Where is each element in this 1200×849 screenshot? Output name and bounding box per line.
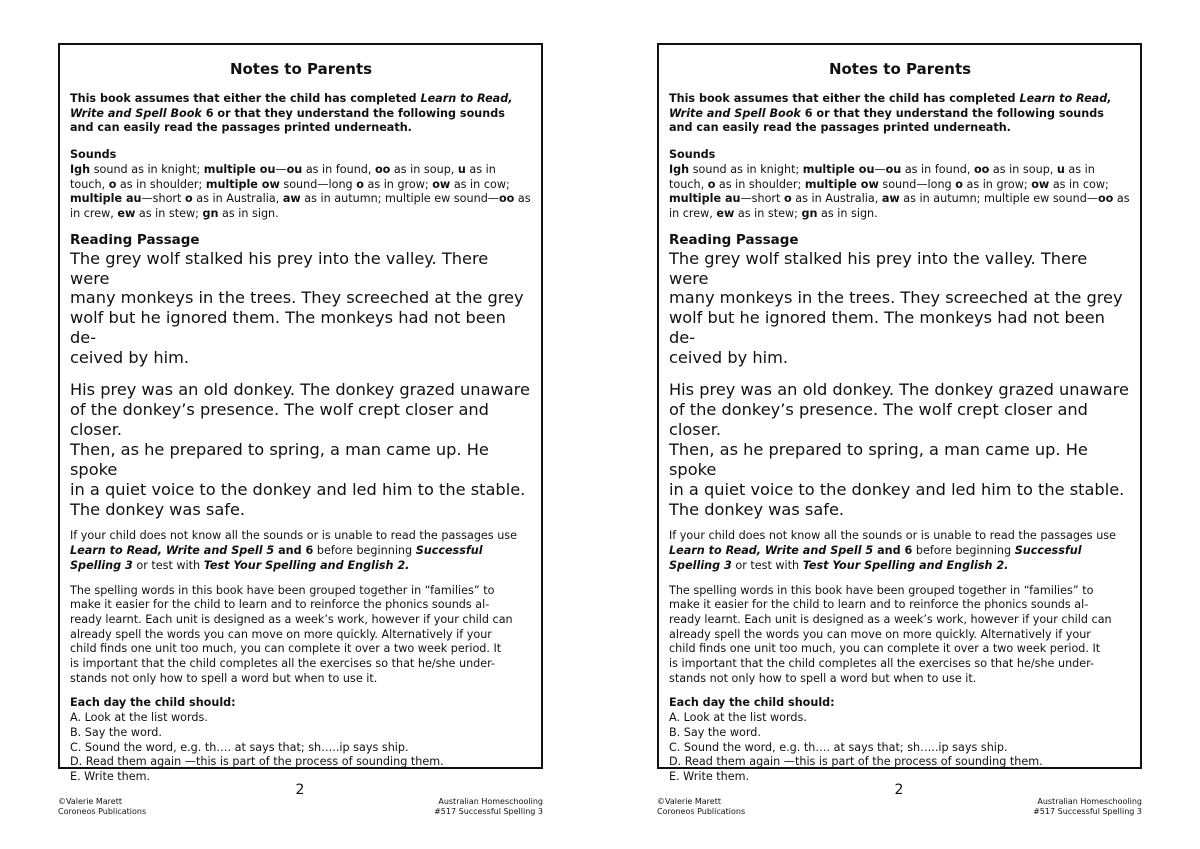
page-content <box>669 59 1131 785</box>
text-run: as in stew; <box>135 206 203 220</box>
text-run: —short <box>740 192 784 206</box>
text-line: in a quiet voice to the donkey and led him to the stable. <box>669 479 1125 499</box>
text-run: as in shoulder; <box>715 177 805 191</box>
sounds-paragraph <box>70 163 532 222</box>
text-run: o <box>955 177 963 191</box>
reading-passage-heading: Reading Passage <box>70 231 200 248</box>
text-line: make it easier for the child to learn and to reinforce the phonics sounds al- <box>669 598 1089 612</box>
sounds-heading: Sounds <box>70 148 117 162</box>
text-run: as in found, <box>302 162 375 176</box>
text-run: ow <box>432 177 451 191</box>
text-line: The spelling words in this book have been grouped together in “families” to <box>70 583 495 597</box>
text-run: Igh <box>70 162 91 176</box>
text-run: as in stew; <box>734 206 802 220</box>
text-run: multiple au <box>70 192 142 206</box>
text-run: multiple ow <box>205 177 280 191</box>
page-number: 2 <box>295 782 305 798</box>
text-run: multiple ou <box>203 162 276 176</box>
text-run: as in cow; <box>450 177 510 191</box>
text-run: and 6 <box>274 544 314 558</box>
text-line: E. Write them. <box>70 769 151 783</box>
each-day-heading: Each day the child should: <box>70 696 236 710</box>
text-line: of the donkey’s presence. The wolf crept closer and closer. <box>669 399 1088 439</box>
text-run: as in sign. <box>218 206 279 220</box>
text-run: This book assumes that either the child has completed <box>70 92 421 105</box>
sounds-heading: Sounds <box>669 148 716 162</box>
text-run: multiple au <box>669 192 741 206</box>
text-line: child finds one unit too much, you can complete it over a two week period. It <box>70 642 502 656</box>
text-line: already spell the words you can move on more quickly. Alternatively if your <box>669 627 1091 641</box>
text-run: as in shoulder; <box>116 177 206 191</box>
text-line: B. Say the word. <box>669 725 761 739</box>
text-run: sound—long <box>279 177 357 191</box>
footer-right <box>434 797 543 816</box>
text-line: Then, as he prepared to spring, a man came up. He spoke <box>669 439 1088 479</box>
text-run: Test Your Spelling and English 2. <box>802 558 1009 572</box>
text-line: ceived by him. <box>70 348 189 368</box>
text-line: D. Read them again —this is part of the process of sounding them. <box>70 755 444 769</box>
text-line: is important that the child completes all the exercises so that he/she under- <box>70 657 496 671</box>
text-line: The grey wolf stalked his prey into the valley. There were <box>669 248 1088 288</box>
each-day-list <box>669 711 1131 785</box>
footer-left <box>657 797 745 816</box>
text-run: and 6 <box>873 544 913 558</box>
page-content <box>70 59 532 785</box>
text-run: as in Australia, <box>192 192 283 206</box>
each-day-heading: Each day the child should: <box>669 696 835 710</box>
text-run: aw <box>881 192 900 206</box>
families-paragraph <box>669 584 1131 687</box>
text-run: o <box>707 177 716 191</box>
text-run: o <box>783 192 792 206</box>
text-run: o <box>356 177 364 191</box>
text-run: gn <box>801 206 818 220</box>
text-run: as in autumn; multiple ew sound— <box>300 192 499 206</box>
reading-passage-paragraph-2 <box>70 380 532 519</box>
text-line: His prey was an old donkey. The donkey grazed unaware <box>669 380 1129 400</box>
text-run: oo <box>1097 192 1114 206</box>
text-run: Learn to Read, Write and Spell 5 <box>70 544 275 558</box>
text-run: ew <box>117 206 136 220</box>
text-run: oo <box>974 162 990 176</box>
text-run: ou <box>286 162 303 176</box>
text-line: ceived by him. <box>669 348 788 368</box>
prerequisite-paragraph <box>669 529 1131 573</box>
text-run: Successful Spelling 3 <box>70 544 483 572</box>
text-line: E. Write them. <box>669 769 750 783</box>
text-run: u <box>1056 162 1065 176</box>
text-run: or test with <box>731 558 803 572</box>
text-line: A. Look at the list words. <box>70 711 208 725</box>
text-line: child finds one unit too much, you can complete it over a two week period. It <box>669 642 1101 656</box>
text-line: B. Say the word. <box>70 725 162 739</box>
text-line: Coroneos Publications <box>58 806 147 816</box>
page-number: 2 <box>894 782 904 798</box>
text-run: oo <box>375 162 391 176</box>
text-run: o <box>108 177 117 191</box>
text-run: —short <box>141 192 185 206</box>
text-run: as in touch, <box>70 162 496 191</box>
text-run: Learn to Read, Write and Spell Book <box>70 92 513 120</box>
text-line: ready learnt. Each unit is designed as a week’s work, however if your child can <box>669 612 1112 626</box>
text-line: is important that the child completes all the exercises so that he/she under- <box>669 657 1095 671</box>
reading-passage-paragraph-2 <box>669 380 1131 519</box>
text-run: before beginning <box>912 544 1015 558</box>
text-run: Test Your Spelling and English 2. <box>203 558 410 572</box>
text-run: as in crew, <box>70 192 531 220</box>
text-line: make it easier for the child to learn and to reinforce the phonics sounds al- <box>70 598 490 612</box>
text-run: Successful Spelling 3 <box>669 544 1082 572</box>
text-run: as in grow; <box>962 177 1032 191</box>
text-line: The grey wolf stalked his prey into the valley. There were <box>70 248 489 288</box>
text-line: stands not only how to spell a word but when to use it. <box>70 671 378 685</box>
text-run: If your child does not know all the sounds or is unable to read the passages use <box>70 529 517 543</box>
text-line: The donkey was safe. <box>70 499 246 519</box>
text-run: If your child does not know all the sounds or is unable to read the passages use <box>669 529 1116 543</box>
text-line: #517 Successful Spelling 3 <box>434 806 543 816</box>
intro-paragraph <box>669 92 1131 136</box>
text-line: stands not only how to spell a word but when to use it. <box>669 671 977 685</box>
text-run: as in sign. <box>817 206 878 220</box>
reading-passage-heading: Reading Passage <box>669 231 799 248</box>
text-run: sound—long <box>878 177 956 191</box>
text-run: o <box>184 192 193 206</box>
each-day-list <box>70 711 532 785</box>
text-run: as in touch, <box>669 162 1095 191</box>
text-run: as in soup, <box>989 162 1057 176</box>
text-line: ready learnt. Each unit is designed as a week’s work, however if your child can <box>70 612 513 626</box>
text-run: This book assumes that either the child has completed <box>669 92 1020 105</box>
text-line: C. Sound the word, e.g. th…. at says that; sh…..ip says ship. <box>70 740 409 754</box>
text-run: Igh <box>669 162 690 176</box>
text-run: multiple ou <box>802 162 875 176</box>
text-run: Learn to Read, Write and Spell 5 <box>669 544 874 558</box>
text-line: wolf but he ignored them. The monkeys had not been de- <box>669 308 1105 348</box>
text-run: — <box>874 162 886 176</box>
text-line: Australian Homeschooling <box>438 797 543 806</box>
text-run: — <box>275 162 287 176</box>
reading-passage-paragraph-1 <box>669 249 1131 368</box>
text-run: oo <box>498 192 515 206</box>
text-run: as in soup, <box>390 162 458 176</box>
intro-paragraph <box>70 92 532 136</box>
page-right <box>599 0 1199 849</box>
text-run: sound as in knight; <box>689 162 803 176</box>
text-line: A. Look at the list words. <box>669 711 807 725</box>
prerequisite-paragraph <box>70 529 532 573</box>
text-run: before beginning <box>313 544 416 558</box>
page-title: Notes to Parents <box>828 60 972 78</box>
text-line: wolf but he ignored them. The monkeys had not been de- <box>70 308 506 348</box>
text-line: C. Sound the word, e.g. th…. at says that; sh…..ip says ship. <box>669 740 1008 754</box>
page-frame <box>58 43 543 783</box>
text-line: many monkeys in the trees. They screeched at the grey <box>70 288 524 308</box>
text-run: u <box>457 162 466 176</box>
text-line: Coroneos Publications <box>657 806 746 816</box>
text-line: Then, as he prepared to spring, a man came up. He spoke <box>70 439 489 479</box>
text-run: ou <box>885 162 902 176</box>
text-run: ew <box>716 206 735 220</box>
text-line: D. Read them again —this is part of the process of sounding them. <box>669 755 1043 769</box>
text-run: as in found, <box>901 162 974 176</box>
text-line: of the donkey’s presence. The wolf crept closer and closer. <box>70 399 489 439</box>
text-run: ow <box>1031 177 1050 191</box>
text-line: #517 Successful Spelling 3 <box>1033 806 1142 816</box>
text-run: 6 or that they understand the following sounds and can easily read the passages printed underneath. <box>70 106 505 135</box>
text-run: as in Australia, <box>791 192 882 206</box>
text-run: sound as in knight; <box>90 162 204 176</box>
sounds-paragraph <box>669 163 1131 222</box>
text-line: The spelling words in this book have been grouped together in “families” to <box>669 583 1094 597</box>
page-frame <box>657 43 1142 783</box>
text-line: ©Valerie Marett <box>657 797 721 806</box>
text-line: Australian Homeschooling <box>1037 797 1142 806</box>
text-run: aw <box>282 192 301 206</box>
page-title: Notes to Parents <box>229 60 373 78</box>
text-line: in a quiet voice to the donkey and led him to the stable. <box>70 479 526 499</box>
families-paragraph <box>70 584 532 687</box>
text-run: 6 or that they understand the following sounds and can easily read the passages printed underneath. <box>669 106 1104 135</box>
text-run: gn <box>202 206 219 220</box>
text-line: many monkeys in the trees. They screeched at the grey <box>669 288 1123 308</box>
text-run: as in cow; <box>1049 177 1109 191</box>
text-line: His prey was an old donkey. The donkey grazed unaware <box>70 380 530 400</box>
footer-left <box>58 797 146 816</box>
text-run: as in autumn; multiple ew sound— <box>899 192 1098 206</box>
text-line: already spell the words you can move on more quickly. Alternatively if your <box>70 627 492 641</box>
text-run: multiple ow <box>804 177 879 191</box>
footer-right <box>1033 797 1142 816</box>
text-line: ©Valerie Marett <box>58 797 122 806</box>
text-line: The donkey was safe. <box>669 499 845 519</box>
text-run: or test with <box>132 558 204 572</box>
text-run: Learn to Read, Write and Spell Book <box>669 92 1112 120</box>
reading-passage-paragraph-1 <box>70 249 532 368</box>
text-run: as in grow; <box>363 177 433 191</box>
text-run: as in crew, <box>669 192 1130 220</box>
